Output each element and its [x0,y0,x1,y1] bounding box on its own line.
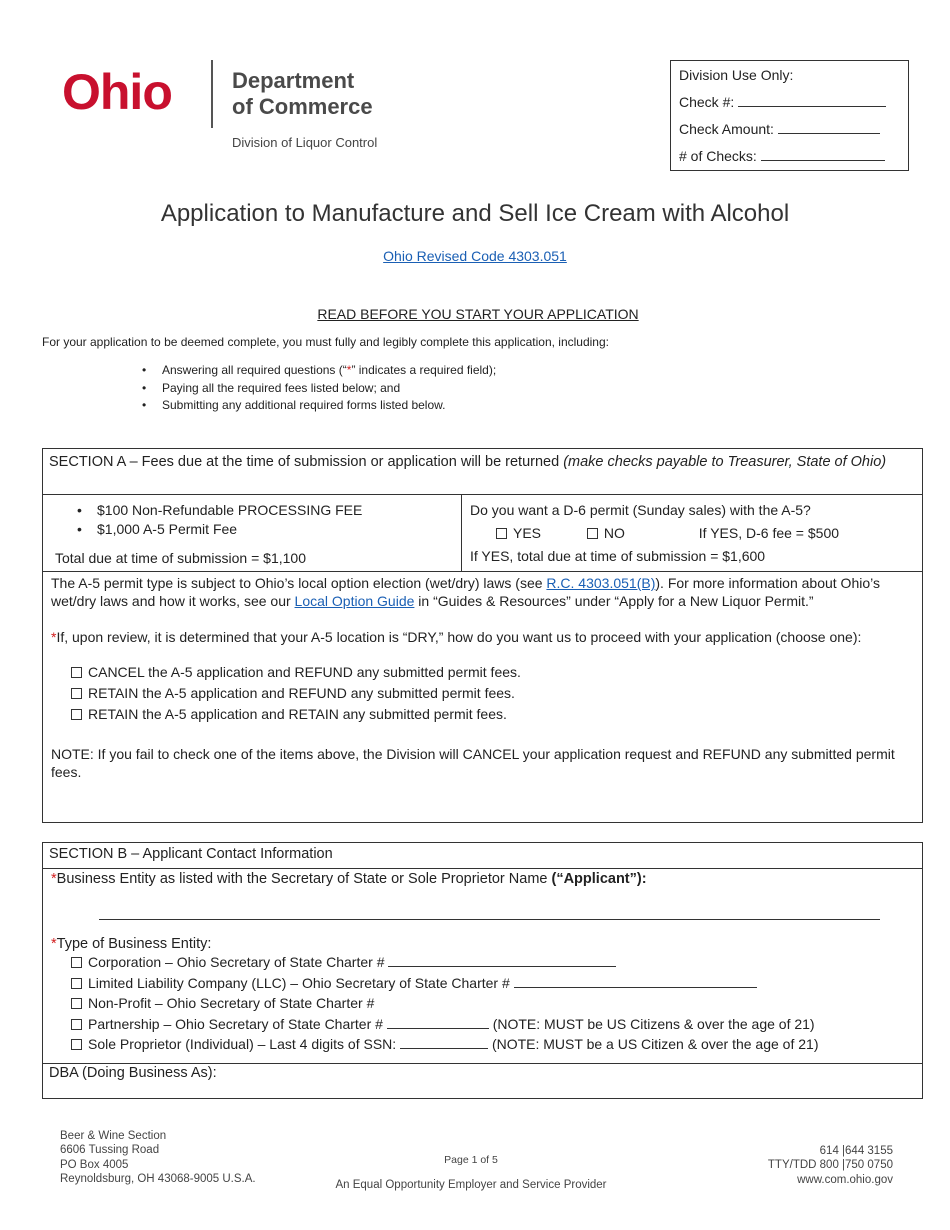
check-amount-field[interactable] [778,119,880,134]
check-number-row [679,89,900,116]
d6-options [470,522,914,545]
local-option-paragraph [51,574,914,610]
checkbox[interactable] [71,978,82,989]
ohio-revised-code-link[interactable]: Ohio Revised Code 4303.051 [383,248,567,264]
required-asterisk: * [51,629,57,645]
entity-label-row [51,871,914,887]
option-text: in “Guides & Resources” under “Apply for a New Liquor Permit.” [414,593,814,609]
checkbox[interactable] [71,1039,82,1050]
list-item [142,362,496,380]
list-item: • $100 Non-Refundable PROCESSING FEE [77,501,449,520]
charter-field[interactable] [387,1014,489,1029]
entity-name-field[interactable] [99,911,880,920]
check-amount-row [679,116,900,143]
address-line: 6606 Tussing Road [60,1144,160,1157]
bullet-text: Answering all required questions (“ [162,363,347,377]
option-label: Sole Proprietor (Individual) – Last 4 digits of SSN: [88,1036,397,1052]
read-heading [0,306,950,322]
choice-retain-refund[interactable] [71,683,914,704]
checkbox[interactable] [71,667,82,678]
num-checks-row [679,143,900,170]
option-label: Partnership – Ohio Secretary of State Charter # [88,1015,383,1032]
d6-total: If YES, total due at time of submission = $1,600 [470,548,766,564]
citizen-note: (NOTE: MUST be a US Citizen & over the age of 21) [491,1036,819,1052]
entity-nonprofit[interactable] [71,993,914,1014]
checkbox[interactable] [71,709,82,720]
choice-cancel-refund[interactable] [71,662,914,683]
choice-label: RETAIN the A-5 application and REFUND any submitted permit fees. [88,685,515,701]
footer-contact [768,1144,893,1187]
d6-no-option[interactable] [587,525,625,541]
section-b-header: SECTION B – Applicant Contact Information [42,842,923,869]
check-number-label: Check #: [679,94,735,110]
checkbox[interactable] [71,957,82,968]
address-line: Beer & Wine Section [60,1130,167,1142]
bullet-text: ” indicates a required field); [351,363,497,377]
address-line: Reynoldsburg, OH 43068-9005 U.S.A. [60,1172,256,1185]
website: www.com.ohio.gov [797,1173,893,1186]
entity-llc[interactable] [71,973,914,994]
list-item: • $1,000 A-5 Permit Fee [77,520,449,539]
option-text: The A-5 permit type is subject to Ohio’s local option election (wet/dry) laws (see [51,575,547,591]
entity-label-bold: (“Applicant”): [551,871,647,887]
requirements-list [142,362,496,415]
no-label: NO [603,525,625,541]
dry-question-text: If, upon review, it is determined that your A-5 location is “DRY,” how do you want us to proceed with your application (choose one): [56,629,862,645]
no-checkbox[interactable] [587,528,598,539]
section-a-title: SECTION A – Fees due at the time of submission or application will be returned [49,454,560,470]
code-link-wrap [0,248,950,264]
type-label: Type of Business Entity: [56,936,212,952]
yes-checkbox[interactable] [496,528,507,539]
d6-cell [461,494,923,572]
choice-label: CANCEL the A-5 application and REFUND any submitted permit fees. [88,664,521,680]
rc-4303-051b-link[interactable]: R.C. 4303.051(B) [546,575,656,591]
local-option-guide-link[interactable]: Local Option Guide [294,593,415,609]
dry-question [51,628,914,646]
choice-retain-retain[interactable] [71,704,914,725]
d6-question: Do you want a D-6 permit (Sunday sales) with the A-5? [470,502,811,518]
address-line: PO Box 4005 [60,1158,129,1171]
entity-label: Business Entity as listed with the Secretary of State or Sole Proprietor Name [56,871,552,887]
page-number: Page 1 of 5 [444,1154,498,1166]
dry-choices [51,662,914,725]
entity-sole-proprietor[interactable] [71,1034,914,1055]
check-number-field[interactable] [738,92,886,107]
division-use-box [670,60,909,171]
type-label-row [51,936,914,952]
choice-label: RETAIN the A-5 application and RETAIN any submitted permit fees. [88,706,507,722]
checkbox[interactable] [71,1019,82,1030]
list-item: • Submitting any additional required forms listed below. [142,397,496,415]
division-name: Division of Liquor Control [232,135,378,150]
ssn-field[interactable] [400,1034,488,1049]
d6-fee: If YES, D-6 fee = $500 [698,525,840,541]
charter-field[interactable] [388,952,616,967]
division-use-title: Division Use Only: [679,67,794,83]
option-label: Non-Profit – Ohio Secretary of State Charter # [88,995,375,1011]
required-asterisk: * [346,363,352,377]
tty-number: TTY/TDD 800 |750 0750 [767,1159,893,1172]
checkbox[interactable] [71,688,82,699]
entity-partnership[interactable] [71,1014,914,1035]
required-asterisk: * [51,936,57,952]
num-checks-label: # of Checks: [679,148,757,164]
eoe-statement: An Equal Opportunity Employer and Service Provider [335,1179,607,1191]
page-title: Application to Manufacture and Sell Ice Cream with Alcohol [160,200,790,227]
citizen-note: (NOTE: MUST be US Citizens & over the age of 21) [492,1015,815,1032]
check-amount-label: Check Amount: [679,121,774,137]
ohio-wordmark: Ohio [62,64,172,120]
local-option-cell [42,571,923,823]
entity-type-options [51,952,914,1055]
option-label: Corporation – Ohio Secretary of State Charter # [88,954,385,970]
intro-text: For your application to be deemed complete, you must fully and legibly complete this application, including: [42,335,609,349]
applicant-cell [42,868,923,1064]
fees-total: Total due at time of submission = $1,100 [55,550,306,566]
section-a-header [42,448,923,495]
ohio-logo [62,62,172,122]
phone-number: 614 |644 3155 [819,1145,893,1157]
read-heading-text: READ BEFORE YOU START YOUR APPLICATION [317,306,639,322]
d6-yes-option[interactable] [496,525,541,541]
num-checks-field[interactable] [761,146,885,161]
yes-label: YES [513,525,542,541]
charter-field[interactable] [514,973,757,988]
dba-label: DBA (Doing Business As): [49,1065,217,1081]
option-text: ). For more information about Ohio’s wet/dry laws and how it works, see our [51,575,880,609]
fees-cell [42,494,462,572]
department-name [232,68,373,120]
required-asterisk: * [51,871,57,887]
dept-line2: of Commerce [232,94,373,119]
option-label: Limited Liability Company (LLC) – Ohio Secretary of State Charter # [88,974,510,991]
dba-cell [42,1063,923,1099]
cancel-note: NOTE: If you fail to check one of the items above, the Division will CANCEL your application request and REFUND any submitted permit fees. [51,746,895,780]
section-a-note: (make checks payable to Treasurer, State of Ohio) [563,454,887,470]
list-item: • Paying all the required fees listed below; and [142,380,496,398]
dept-line1: Department [232,68,355,93]
checkbox[interactable] [71,998,82,1009]
entity-corporation[interactable] [71,952,914,973]
logo-divider [211,60,213,128]
